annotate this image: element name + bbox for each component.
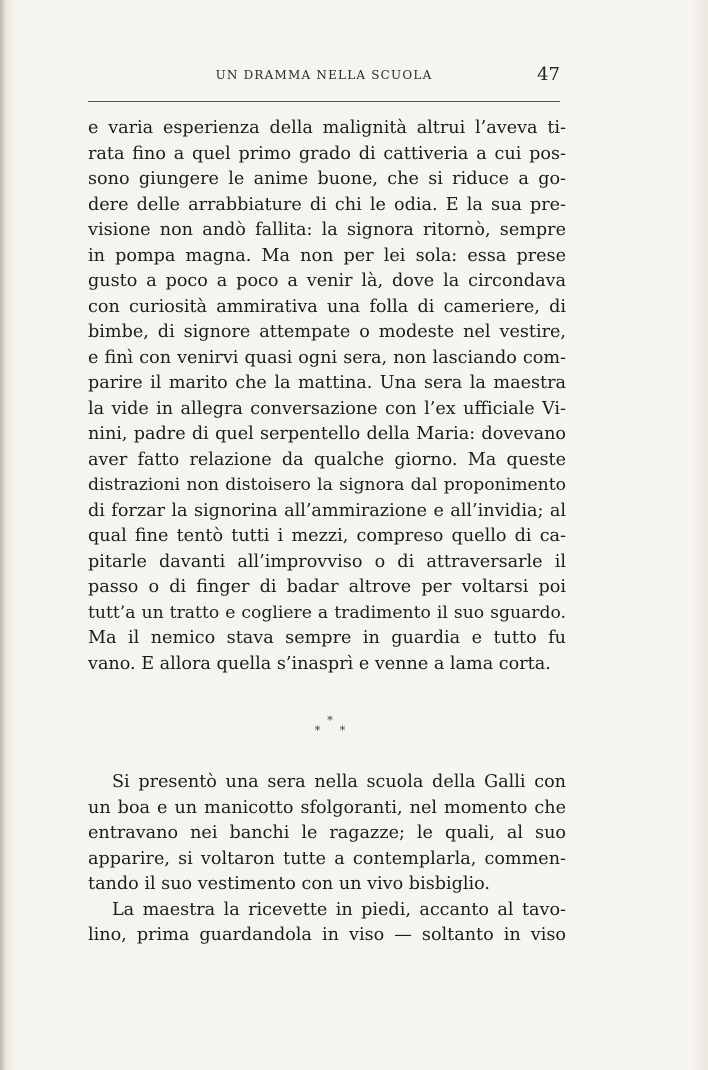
text-line: e varia esperienza della malignità altrui l’aveva ti- [88, 118, 566, 138]
text-line: qual fine tentò tutti i mezzi, compreso quello di ca- [88, 526, 566, 546]
text-line: dere delle arrabbiature di chi le odia. E la sua pre- [88, 194, 566, 215]
text-line: Ma il nemico stava sempre in guardia e tutto fu [88, 628, 566, 648]
page-edge-shadow [0, 0, 6, 1070]
text-line: visione non andò fallita: la signora ritornò, sempre [88, 220, 566, 240]
text-line: apparire, si voltaron tutte a contemplarla, commen- [88, 848, 566, 869]
text-line: passo o di finger di badar altrove per voltarsi poi [88, 577, 566, 597]
text-line: e finì con venirvi quasi ogni sera, non lasciando com- [88, 347, 566, 368]
text-line: in pompa magna. Ma non per lei sola: essa prese [88, 245, 566, 266]
header-rule [88, 101, 560, 102]
text-line: Si presentò una sera nella scuola della Galli con [112, 772, 566, 792]
text-line: La maestra la ricevette in piedi, accanto al tavo- [112, 899, 566, 920]
paragraph-continued [88, 116, 566, 677]
asterism-top: * [327, 714, 333, 727]
text-line: tutt’a un tratto e cogliere a tradimento il suo sguardo. [88, 602, 566, 623]
page-number: 47 [537, 64, 560, 85]
text-line: tando il suo vestimento con un vivo bisbiglio. [88, 874, 491, 894]
text-line: un boa e un manicotto sfolgoranti, nel momento che [88, 797, 566, 818]
text-line: aver fatto relazione da qualche giorno. Ma queste [88, 449, 566, 470]
paragraph-new-section [88, 770, 566, 949]
section-separator [300, 716, 360, 740]
text-line: distrazioni non distoisero la signora dal proponimento [88, 475, 566, 495]
text-line: entravano nei banchi le ragazze; le quali, al suo [88, 823, 566, 843]
text-line: lino, prima guardandola in viso — soltanto in viso [88, 925, 566, 945]
text-line: vano. E allora quella s’inasprì e venne a lama corta. [88, 653, 551, 674]
running-head [88, 64, 560, 86]
text-line: di forzar la signorina all’ammirazione e all’invidia; al [88, 500, 566, 521]
text-line: nini, padre di quel serpentello della Maria: dovevano [88, 424, 566, 444]
text-line: sono giungere le anime buone, che si riduce a go- [88, 169, 566, 189]
text-line: la vide in allegra conversazione con l’ex ufficiale Vi- [88, 398, 566, 419]
text-line: pitarle davanti all’improvviso o di attraversarle il [88, 551, 566, 572]
asterism-bottom: * * [314, 724, 354, 737]
text-line: con curiosità ammirativa una folla di cameriere, di [88, 296, 566, 317]
text-line: parire il marito che la mattina. Una sera la maestra [88, 373, 566, 393]
text-line: rata fino a quel primo grado di cattiveria a cui pos- [88, 143, 566, 164]
text-line: bimbe, di signore attempate o modeste nel vestire, [88, 322, 566, 342]
running-title: UN DRAMMA NELLA SCUOLA [215, 68, 433, 82]
text-line: gusto a poco a poco a venir là, dove la circondava [88, 271, 566, 291]
